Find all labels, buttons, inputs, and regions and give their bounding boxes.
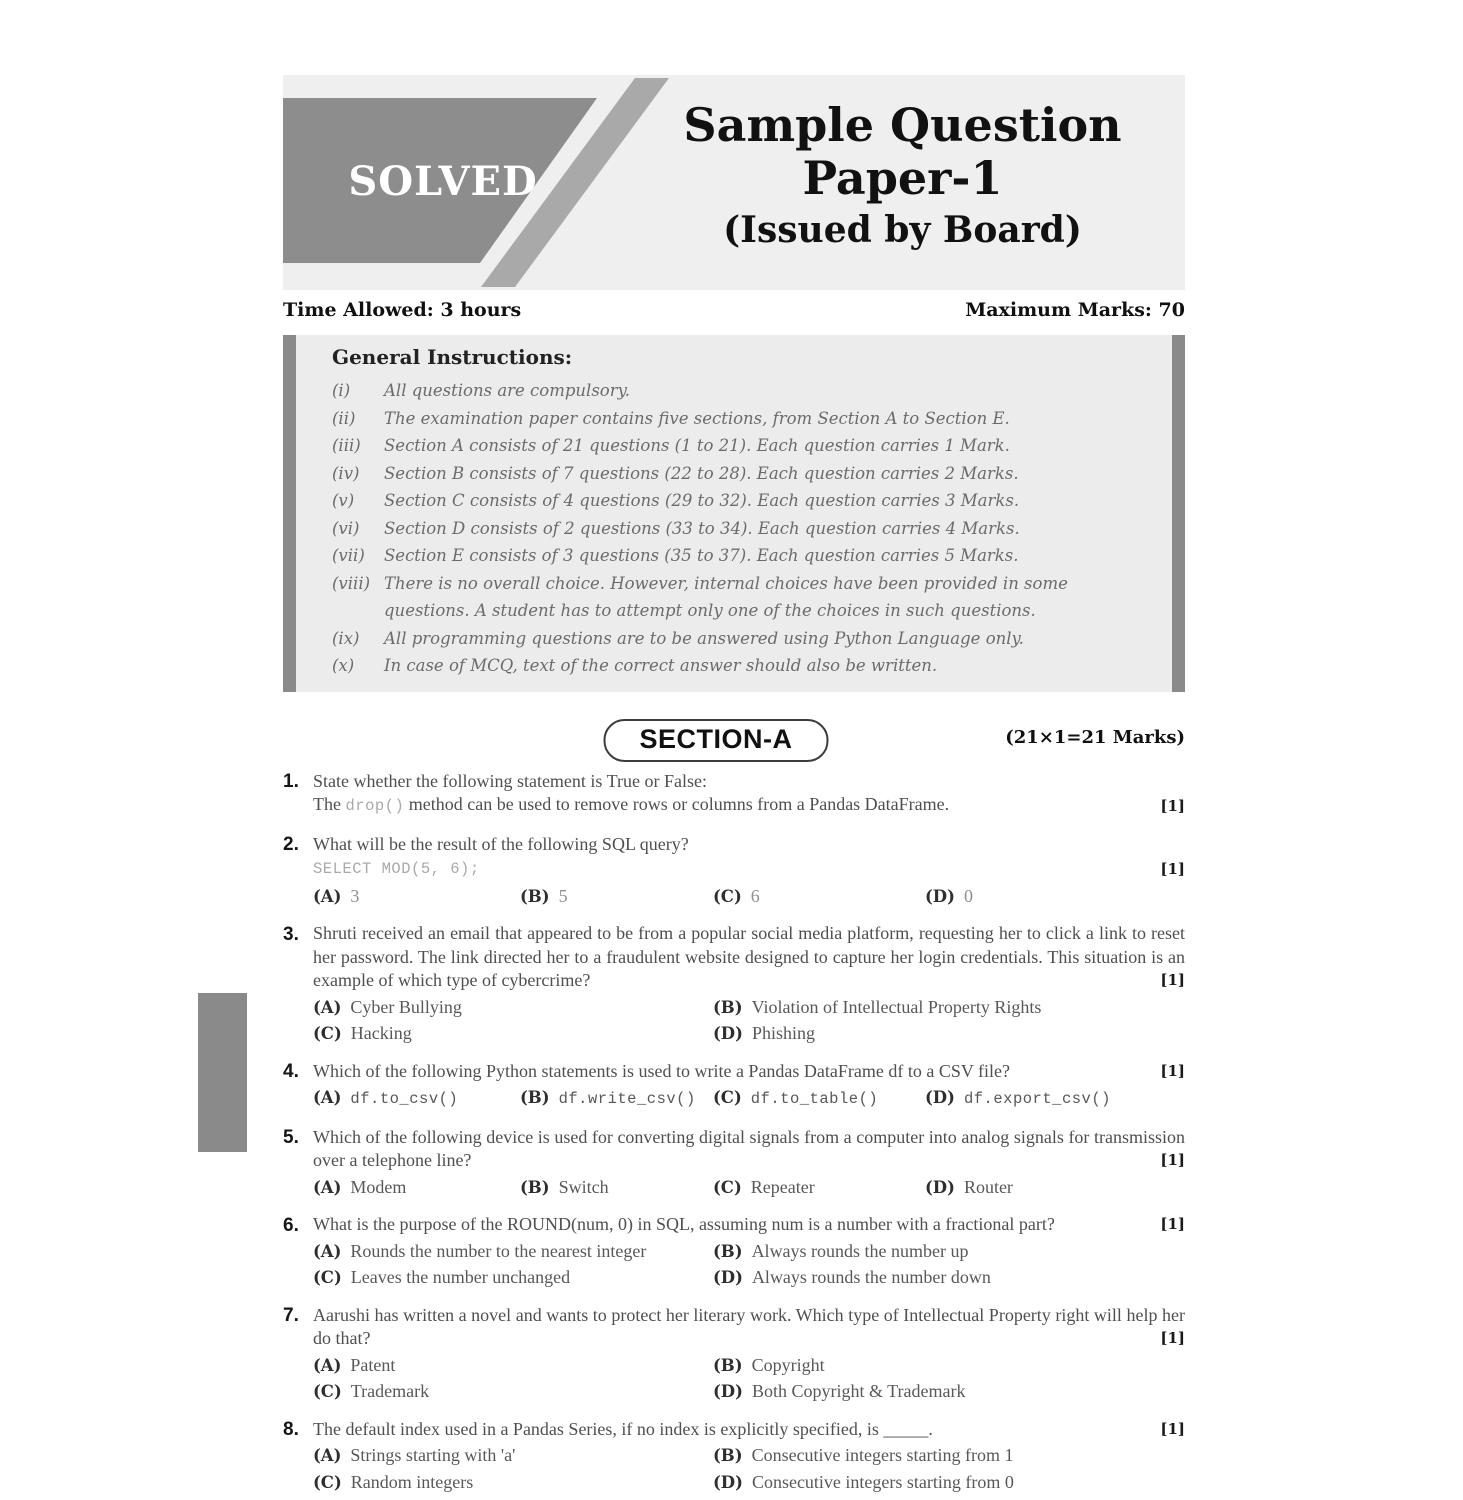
options-grid xyxy=(313,885,1185,909)
option-text: Violation of Intellectual Property Rights xyxy=(751,996,1042,1017)
option-text: Trademark xyxy=(350,1381,430,1401)
question-line xyxy=(313,1304,1185,1351)
instruction-item xyxy=(332,570,1138,625)
question-line xyxy=(313,1213,1185,1237)
instruction-item xyxy=(332,405,1138,433)
question xyxy=(283,1213,1185,1290)
option xyxy=(520,885,713,909)
instruction-number: (iii) xyxy=(332,436,361,455)
instruction-text: There is no overall choice. However, internal choices have been provided in some questions. A student has to attempt only one of the choices in such questions. xyxy=(384,573,1068,620)
option-label: (C) xyxy=(713,1088,742,1107)
option-label: (A) xyxy=(313,997,342,1017)
question-number: 6. xyxy=(283,1214,299,1236)
marks-badge: [1] xyxy=(1160,860,1185,878)
instruction-text: Section C consists of 4 questions (29 to 32). Each question carries 3 Marks. xyxy=(384,491,1020,510)
option-text: Strings starting with 'a' xyxy=(350,1445,516,1465)
option xyxy=(313,1176,520,1200)
question-body xyxy=(313,1126,1185,1200)
option-label: (A) xyxy=(313,1241,342,1261)
option-label: (C) xyxy=(313,1268,342,1287)
option-text: Random integers xyxy=(350,1471,474,1492)
options-grid xyxy=(313,1086,1185,1112)
option-text: Repeater xyxy=(750,1176,815,1197)
option-label: (D) xyxy=(925,1177,955,1197)
instruction-number: (vii) xyxy=(332,546,365,565)
option xyxy=(713,1240,1185,1264)
instruction-number: (x) xyxy=(332,656,355,675)
option-label: (B) xyxy=(713,997,743,1017)
option-text: Cyber Bullying xyxy=(350,996,462,1017)
instruction-item xyxy=(332,652,1138,680)
marks-badge: [1] xyxy=(1160,1061,1185,1080)
question-body xyxy=(313,770,1185,819)
question-line xyxy=(313,793,1185,819)
option xyxy=(313,1444,713,1468)
option-text: Patent xyxy=(350,1354,396,1375)
question-text: Shruti received an email that appeared to be from a popular social media platform, requesting her to click a link to reset her password. The link directed her to a fraudulent website designed to capture her login credentials. This situation is an example of which type of cybercrime? xyxy=(313,923,1185,990)
option-text: Switch xyxy=(558,1176,609,1197)
option xyxy=(313,1086,520,1112)
option-text: Consecutive integers starting from 0 xyxy=(751,1471,1014,1492)
option-label: (D) xyxy=(713,1024,743,1043)
time-allowed: Time Allowed: 3 hours xyxy=(283,299,522,321)
question-line xyxy=(313,856,1185,882)
question-body xyxy=(313,1060,1185,1112)
option xyxy=(713,1176,925,1200)
option xyxy=(925,1086,1185,1112)
options-grid xyxy=(313,1354,1185,1404)
question-line xyxy=(313,833,1185,857)
option-text: Always rounds the number down xyxy=(751,1267,991,1287)
question-text: The default index used in a Pandas Series, if no index is explicitly specified, is _____. xyxy=(313,1418,933,1439)
question-text: Aarushi has written a novel and wants to protect her literary work. Which type of Intellectual Property right will help her do that? xyxy=(313,1304,1185,1348)
option xyxy=(713,1354,1185,1378)
option-label: (D) xyxy=(713,1472,743,1492)
question-number: 1. xyxy=(283,771,299,792)
instruction-text: All programming questions are to be answered using Python Language only. xyxy=(384,628,1024,648)
marks-badge: [1] xyxy=(1160,1151,1185,1169)
option-label: (A) xyxy=(313,1088,342,1107)
question-body xyxy=(313,833,1185,909)
marks-badge: [1] xyxy=(1160,1419,1185,1438)
header-banner xyxy=(283,75,1185,290)
question-text: What will be the result of the following SQL query? xyxy=(313,833,689,854)
option-text: Hacking xyxy=(350,1023,412,1043)
option xyxy=(713,996,1185,1020)
instruction-number: (i) xyxy=(332,381,351,400)
options-grid xyxy=(313,1240,1185,1290)
instruction-item xyxy=(332,625,1138,653)
option-code: df.write_csv() xyxy=(558,1090,696,1108)
question xyxy=(283,833,1185,909)
option-text: Router xyxy=(963,1176,1013,1197)
question xyxy=(283,922,1185,1046)
question-text: Which of the following Python statements is used to write a Pandas DataFrame df to a CSV file? xyxy=(313,1060,1011,1081)
inline-code: drop() xyxy=(345,797,405,815)
option-label: (B) xyxy=(713,1355,743,1375)
question-line xyxy=(313,770,1185,794)
question-line xyxy=(313,1126,1185,1173)
section-row xyxy=(283,719,1185,761)
question-body xyxy=(313,1213,1185,1290)
option xyxy=(520,1176,713,1200)
maximum-marks: Maximum Marks: 70 xyxy=(965,299,1185,321)
question xyxy=(283,1126,1185,1200)
instruction-text: Section B consists of 7 questions (22 to 28). Each question carries 2 Marks. xyxy=(384,463,1019,483)
option-text: 3 xyxy=(350,885,360,906)
option-label: (B) xyxy=(713,1446,743,1465)
option-code: df.to_csv() xyxy=(350,1090,459,1108)
options-grid xyxy=(313,1444,1185,1494)
instructions-box xyxy=(283,335,1185,692)
question-body xyxy=(313,922,1185,1046)
option-label: (C) xyxy=(313,1024,342,1043)
question-number: 4. xyxy=(283,1061,299,1082)
option-code: df.to_table() xyxy=(750,1090,879,1108)
section-pill: SECTION-A xyxy=(604,719,829,762)
instruction-item xyxy=(332,377,1138,405)
question-text: The xyxy=(313,794,346,814)
options-grid xyxy=(313,1176,1185,1200)
question xyxy=(283,1060,1185,1112)
question xyxy=(283,1304,1185,1404)
option-label: (C) xyxy=(313,1472,342,1492)
paper-title xyxy=(628,99,1177,251)
question-number: 8. xyxy=(283,1419,299,1440)
option xyxy=(713,1380,1185,1404)
instructions-list xyxy=(332,377,1138,680)
option-label: (A) xyxy=(313,886,342,906)
questions-list xyxy=(283,770,1185,1495)
meta-row xyxy=(283,299,1185,321)
option xyxy=(313,1266,713,1290)
option xyxy=(713,1266,1185,1290)
option xyxy=(313,1354,713,1378)
option-label: (D) xyxy=(713,1268,743,1287)
option-label: (D) xyxy=(925,886,955,906)
question-line xyxy=(313,1060,1185,1084)
option-text: Copyright xyxy=(751,1354,825,1375)
question-body xyxy=(313,1418,1185,1495)
question-line xyxy=(313,922,1185,993)
question-body xyxy=(313,1304,1185,1404)
instruction-item xyxy=(332,542,1138,570)
instruction-number: (ix) xyxy=(332,628,360,648)
question xyxy=(283,1418,1185,1495)
option xyxy=(313,996,713,1020)
instruction-item xyxy=(332,460,1138,488)
instruction-text: All questions are compulsory. xyxy=(384,381,631,400)
option-label: (B) xyxy=(713,1241,743,1261)
option-label: (A) xyxy=(313,1355,342,1375)
option-label: (D) xyxy=(713,1382,743,1401)
option-label: (C) xyxy=(713,886,742,906)
option xyxy=(713,885,925,909)
solved-badge: SOLVED xyxy=(348,158,538,205)
instruction-item xyxy=(332,487,1138,515)
content-column xyxy=(283,75,1185,1500)
marks-badge: [1] xyxy=(1160,1215,1185,1233)
instruction-number: (vi) xyxy=(332,518,360,538)
option-text: Always rounds the number up xyxy=(751,1240,969,1261)
option xyxy=(313,1380,713,1404)
option xyxy=(313,1022,713,1046)
marks-badge: [1] xyxy=(1160,797,1185,815)
question-text: What is the purpose of the ROUND(num, 0) in SQL, assuming num is a number with a fractional part? xyxy=(313,1214,1055,1234)
instruction-text: Section E consists of 3 questions (35 to 37). Each question carries 5 Marks. xyxy=(384,546,1019,565)
marks-badge: [1] xyxy=(1160,971,1185,989)
instruction-item xyxy=(332,515,1138,543)
option-label: (A) xyxy=(313,1446,342,1465)
page-edge-tab xyxy=(198,993,247,1152)
question-line xyxy=(313,1418,1185,1442)
instruction-number: (ii) xyxy=(332,408,356,428)
option-text: Consecutive integers starting from 1 xyxy=(751,1445,1014,1465)
instruction-number: (viii) xyxy=(332,573,371,593)
option-label: (D) xyxy=(925,1088,955,1107)
instruction-text: The examination paper contains five sections, from Section A to Section E. xyxy=(384,408,1010,428)
instruction-item xyxy=(332,432,1138,460)
option-text: 0 xyxy=(963,885,973,906)
question-text: method can be used to remove rows or columns from a Pandas DataFrame. xyxy=(404,794,950,814)
option-label: (B) xyxy=(520,1088,550,1107)
option xyxy=(313,885,520,909)
question-text: Which of the following device is used for converting digital signals from a computer into analog signals for transmission over a telephone line? xyxy=(313,1126,1185,1170)
options-grid xyxy=(313,996,1185,1046)
option-label: (C) xyxy=(713,1177,742,1197)
option-text: 6 xyxy=(750,885,760,906)
marks-badge: [1] xyxy=(1160,1329,1185,1347)
paper-subtitle: (Issued by Board) xyxy=(723,208,1082,251)
option xyxy=(520,1086,713,1112)
option xyxy=(925,885,1185,909)
instruction-number: (iv) xyxy=(332,463,360,483)
option-label: (A) xyxy=(313,1177,342,1197)
instruction-text: Section D consists of 2 questions (33 to 34). Each question carries 4 Marks. xyxy=(384,518,1020,538)
option xyxy=(313,1240,713,1264)
instructions-heading: General Instructions: xyxy=(332,345,573,369)
option-code: df.export_csv() xyxy=(963,1090,1111,1108)
option xyxy=(713,1086,925,1112)
question-number: 7. xyxy=(283,1305,299,1326)
option-text: 5 xyxy=(558,885,568,906)
section-marks-note: (21×1=21 Marks) xyxy=(1005,726,1185,748)
option-text: Both Copyright & Trademark xyxy=(751,1381,966,1401)
option-text: Rounds the number to the nearest integer xyxy=(350,1240,647,1261)
option xyxy=(925,1176,1185,1200)
instruction-number: (v) xyxy=(332,491,355,510)
option xyxy=(713,1471,1185,1495)
option xyxy=(713,1022,1185,1046)
option-label: (B) xyxy=(520,886,550,906)
question-text: State whether the following statement is True or False: xyxy=(313,770,707,791)
question-number: 5. xyxy=(283,1127,299,1148)
option-label: (C) xyxy=(313,1382,342,1401)
question-number: 2. xyxy=(283,834,299,855)
paper-title-line1: Sample Question xyxy=(683,98,1122,152)
option-text: Leaves the number unchanged xyxy=(350,1267,571,1287)
instruction-text: In case of MCQ, text of the correct answer should also be written. xyxy=(384,656,938,675)
instruction-text: Section A consists of 21 questions (1 to 21). Each question carries 1 Mark. xyxy=(384,436,1010,455)
option-label: (B) xyxy=(520,1177,550,1197)
option-text: Phishing xyxy=(751,1023,815,1043)
option-text: Modem xyxy=(350,1176,407,1197)
question xyxy=(283,770,1185,819)
question-number: 3. xyxy=(283,923,299,945)
inline-code: SELECT MOD(5, 6); xyxy=(313,860,480,878)
option xyxy=(713,1444,1185,1468)
paper-title-line2: Paper-1 xyxy=(802,151,1003,206)
option xyxy=(313,1471,713,1495)
